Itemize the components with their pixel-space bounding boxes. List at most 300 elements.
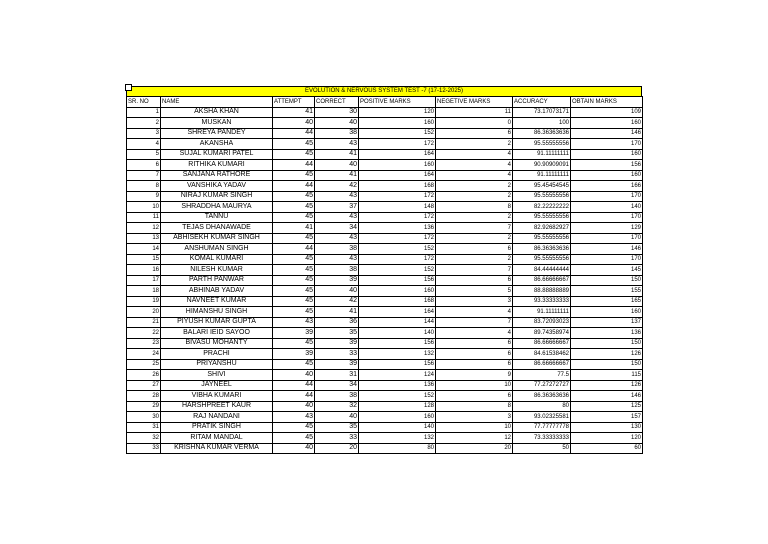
positive-marks-cell: 136 [359,380,436,391]
attempt-cell: 45 [273,191,315,202]
attempt-cell: 43 [273,317,315,328]
negative-marks-cell: 2 [436,181,513,192]
correct-cell: 40 [315,118,359,129]
name-cell: NIRAJ KUMAR SINGH [161,191,273,202]
obtain-marks-cell: 160 [571,170,643,181]
attempt-cell: 45 [273,286,315,297]
attempt-cell: 45 [273,275,315,286]
obtain-marks-cell: 146 [571,128,643,139]
attempt-cell: 45 [273,212,315,223]
sr-no-cell: 19 [127,296,161,307]
negative-marks-cell: 4 [436,170,513,181]
column-header: OBTAIN MARKS [571,97,643,108]
accuracy-cell: 91.11111111 [513,149,571,160]
negative-marks-cell: 8 [436,202,513,213]
table-row [127,254,643,265]
name-cell: HARSHPREET KAUR [161,401,273,412]
sr-no-cell: 12 [127,223,161,234]
negative-marks-cell: 6 [436,244,513,255]
column-header: ATTEMPT [273,97,315,108]
positive-marks-cell: 164 [359,307,436,318]
correct-cell: 34 [315,223,359,234]
obtain-marks-cell: 145 [571,265,643,276]
table-row [127,118,643,129]
attempt-cell: 45 [273,254,315,265]
correct-cell: 36 [315,317,359,328]
negative-marks-cell: 9 [436,370,513,381]
column-header: ACCURACY [513,97,571,108]
obtain-marks-cell: 129 [571,223,643,234]
table-row [127,265,643,276]
positive-marks-cell: 132 [359,349,436,360]
obtain-marks-cell: 130 [571,422,643,433]
attempt-cell: 44 [273,391,315,402]
name-cell: HIMANSHU SINGH [161,307,273,318]
correct-cell: 39 [315,275,359,286]
table-row [127,212,643,223]
positive-marks-cell: 172 [359,191,436,202]
accuracy-cell: 95.55555556 [513,139,571,150]
negative-marks-cell: 2 [436,233,513,244]
accuracy-cell: 90.90909091 [513,160,571,171]
positive-marks-cell: 152 [359,265,436,276]
table-row [127,128,643,139]
sr-no-cell: 8 [127,181,161,192]
accuracy-cell: 89.74358974 [513,328,571,339]
name-cell: SHIVI [161,370,273,381]
correct-cell: 33 [315,349,359,360]
obtain-marks-cell: 160 [571,307,643,318]
sr-no-cell: 21 [127,317,161,328]
name-cell: SANJANA RATHORE [161,170,273,181]
table-row [127,380,643,391]
obtain-marks-cell: 170 [571,254,643,265]
name-cell: NILESH KUMAR [161,265,273,276]
attempt-cell: 45 [273,338,315,349]
name-cell: ABHINAB YADAV [161,286,273,297]
sr-no-cell: 23 [127,338,161,349]
sr-no-cell: 22 [127,328,161,339]
table-row [127,359,643,370]
sr-no-cell: 9 [127,191,161,202]
sr-no-cell: 4 [127,139,161,150]
accuracy-cell: 93.02325581 [513,412,571,423]
table-body [127,107,643,454]
name-cell: BALARI IEID SAYOO [161,328,273,339]
negative-marks-cell: 12 [436,433,513,444]
column-header: NEGETIVE MARKS [436,97,513,108]
positive-marks-cell: 172 [359,139,436,150]
sr-no-cell: 13 [127,233,161,244]
obtain-marks-cell: 146 [571,244,643,255]
negative-marks-cell: 3 [436,296,513,307]
positive-marks-cell: 140 [359,328,436,339]
negative-marks-cell: 2 [436,139,513,150]
obtain-marks-cell: 126 [571,349,643,360]
accuracy-cell: 86.36363636 [513,391,571,402]
positive-marks-cell: 80 [359,443,436,454]
negative-marks-cell: 6 [436,338,513,349]
negative-marks-cell: 2 [436,212,513,223]
sr-no-cell: 1 [127,107,161,118]
positive-marks-cell: 156 [359,275,436,286]
negative-marks-cell: 11 [436,107,513,118]
negative-marks-cell: 6 [436,391,513,402]
obtain-marks-cell: 150 [571,275,643,286]
accuracy-cell: 77.77777778 [513,422,571,433]
attempt-cell: 40 [273,370,315,381]
attempt-cell: 45 [273,170,315,181]
negative-marks-cell: 2 [436,191,513,202]
sr-no-cell: 24 [127,349,161,360]
attempt-cell: 45 [273,139,315,150]
name-cell: JAYNEEL [161,380,273,391]
negative-marks-cell: 4 [436,328,513,339]
sr-no-cell: 11 [127,212,161,223]
correct-cell: 40 [315,286,359,297]
positive-marks-cell: 164 [359,170,436,181]
obtain-marks-cell: 150 [571,338,643,349]
positive-marks-cell: 152 [359,128,436,139]
negative-marks-cell: 6 [436,359,513,370]
name-cell: BIVASU MOHANTY [161,338,273,349]
table-row [127,286,643,297]
name-cell: ANSHUMAN SINGH [161,244,273,255]
negative-marks-cell: 4 [436,160,513,171]
table-row [127,149,643,160]
name-cell: NAVNEET KUMAR [161,296,273,307]
table-row [127,349,643,360]
correct-cell: 40 [315,160,359,171]
correct-cell: 41 [315,149,359,160]
attempt-cell: 45 [273,233,315,244]
table-row [127,202,643,213]
sr-no-cell: 2 [127,118,161,129]
accuracy-cell: 73.33333333 [513,433,571,444]
sr-no-cell: 28 [127,391,161,402]
accuracy-cell: 95.45454545 [513,181,571,192]
accuracy-cell: 93.33333333 [513,296,571,307]
obtain-marks-cell: 160 [571,149,643,160]
accuracy-cell: 84.44444444 [513,265,571,276]
positive-marks-cell: 172 [359,212,436,223]
accuracy-cell: 91.11111111 [513,170,571,181]
obtain-marks-cell: 170 [571,191,643,202]
name-cell: ABHISEKH KUMAR SINGH [161,233,273,244]
table-row [127,338,643,349]
attempt-cell: 45 [273,422,315,433]
attempt-cell: 44 [273,160,315,171]
name-cell: VIBHA KUMARI [161,391,273,402]
negative-marks-cell: 10 [436,422,513,433]
positive-marks-cell: 136 [359,223,436,234]
negative-marks-cell: 4 [436,307,513,318]
attempt-cell: 39 [273,349,315,360]
correct-cell: 43 [315,212,359,223]
name-cell: KOMAL KUMARI [161,254,273,265]
obtain-marks-cell: 160 [571,118,643,129]
negative-marks-cell: 6 [436,275,513,286]
name-cell: RITHIKA KUMARI [161,160,273,171]
header-row [127,97,643,108]
name-cell: TANNU [161,212,273,223]
correct-cell: 43 [315,233,359,244]
correct-cell: 38 [315,128,359,139]
positive-marks-cell: 172 [359,254,436,265]
table-row [127,244,643,255]
attempt-cell: 39 [273,328,315,339]
table-row [127,391,643,402]
obtain-marks-cell: 146 [571,391,643,402]
name-cell: AKSHA KHAN [161,107,273,118]
sr-no-cell: 20 [127,307,161,318]
sr-no-cell: 5 [127,149,161,160]
table-row [127,317,643,328]
table-row [127,401,643,412]
negative-marks-cell: 6 [436,128,513,139]
accuracy-cell: 77.27272727 [513,380,571,391]
obtain-marks-cell: 137 [571,317,643,328]
obtain-marks-cell: 170 [571,233,643,244]
table-row [127,139,643,150]
obtain-marks-cell: 115 [571,370,643,381]
obtain-marks-cell: 125 [571,401,643,412]
accuracy-cell: 95.55555556 [513,191,571,202]
correct-cell: 41 [315,307,359,318]
accuracy-cell: 82.22222222 [513,202,571,213]
accuracy-cell: 83.72093023 [513,317,571,328]
obtain-marks-cell: 150 [571,359,643,370]
accuracy-cell: 50 [513,443,571,454]
correct-cell: 38 [315,265,359,276]
attempt-cell: 44 [273,380,315,391]
correct-cell: 30 [315,107,359,118]
correct-cell: 20 [315,443,359,454]
sr-no-cell: 7 [127,170,161,181]
correct-cell: 42 [315,181,359,192]
name-cell: RITAM MANDAL [161,433,273,444]
obtain-marks-cell: 109 [571,107,643,118]
sr-no-cell: 3 [127,128,161,139]
positive-marks-cell: 160 [359,412,436,423]
attempt-cell: 45 [273,202,315,213]
positive-marks-cell: 160 [359,160,436,171]
negative-marks-cell: 3 [436,412,513,423]
name-cell: RAJ NANDANI [161,412,273,423]
obtain-marks-cell: 166 [571,181,643,192]
negative-marks-cell: 20 [436,443,513,454]
attempt-cell: 40 [273,401,315,412]
spreadsheet [126,86,642,454]
table-row [127,181,643,192]
column-header: NAME [161,97,273,108]
positive-marks-cell: 120 [359,107,436,118]
negative-marks-cell: 0 [436,118,513,129]
sr-no-cell: 31 [127,422,161,433]
positive-marks-cell: 160 [359,286,436,297]
obtain-marks-cell: 165 [571,296,643,307]
correct-cell: 31 [315,370,359,381]
attempt-cell: 43 [273,412,315,423]
positive-marks-cell: 156 [359,359,436,370]
column-header: SR. NO [127,97,161,108]
table-row [127,412,643,423]
table-row [127,433,643,444]
positive-marks-cell: 128 [359,401,436,412]
accuracy-cell: 73.17073171 [513,107,571,118]
sr-no-cell: 30 [127,412,161,423]
attempt-cell: 45 [273,359,315,370]
table-row [127,107,643,118]
sr-no-cell: 32 [127,433,161,444]
correct-cell: 38 [315,244,359,255]
negative-marks-cell: 7 [436,317,513,328]
sr-no-cell: 16 [127,265,161,276]
obtain-marks-cell: 170 [571,139,643,150]
positive-marks-cell: 140 [359,422,436,433]
table-row [127,296,643,307]
attempt-cell: 41 [273,223,315,234]
positive-marks-cell: 152 [359,244,436,255]
name-cell: PIYUSH KUMAR GUPTA [161,317,273,328]
name-cell: TEJAS DHANAWADE [161,223,273,234]
correct-cell: 43 [315,191,359,202]
positive-marks-cell: 132 [359,433,436,444]
positive-marks-cell: 148 [359,202,436,213]
name-cell: SHREYA PANDEY [161,128,273,139]
positive-marks-cell: 152 [359,391,436,402]
attempt-cell: 45 [273,433,315,444]
negative-marks-cell: 7 [436,265,513,276]
correct-cell: 42 [315,296,359,307]
positive-marks-cell: 144 [359,317,436,328]
accuracy-cell: 95.55555556 [513,212,571,223]
table-row [127,160,643,171]
name-cell: PRIYANSHU [161,359,273,370]
negative-marks-cell: 10 [436,380,513,391]
obtain-marks-cell: 156 [571,160,643,171]
name-cell: PRATIK SINGH [161,422,273,433]
obtain-marks-cell: 157 [571,412,643,423]
correct-cell: 41 [315,170,359,181]
correct-cell: 40 [315,412,359,423]
correct-cell: 35 [315,328,359,339]
name-cell: PARTH PANWAR [161,275,273,286]
correct-cell: 35 [315,422,359,433]
table-row [127,422,643,433]
table-row [127,443,643,454]
name-cell: SUJAL KUMARI PATEL [161,149,273,160]
correct-cell: 37 [315,202,359,213]
accuracy-cell: 88.88888889 [513,286,571,297]
correct-cell: 43 [315,139,359,150]
negative-marks-cell: 6 [436,349,513,360]
sr-no-cell: 14 [127,244,161,255]
sr-no-cell: 27 [127,380,161,391]
correct-cell: 39 [315,359,359,370]
sr-no-cell: 29 [127,401,161,412]
results-table [126,96,643,454]
positive-marks-cell: 164 [359,149,436,160]
accuracy-cell: 100 [513,118,571,129]
accuracy-cell: 86.36363636 [513,244,571,255]
positive-marks-cell: 124 [359,370,436,381]
sr-no-cell: 26 [127,370,161,381]
accuracy-cell: 77.5 [513,370,571,381]
attempt-cell: 45 [273,149,315,160]
negative-marks-cell: 8 [436,401,513,412]
correct-cell: 39 [315,338,359,349]
attempt-cell: 44 [273,128,315,139]
table-row [127,275,643,286]
column-header: POSITIVE MARKS [359,97,436,108]
name-cell: AKANSHA [161,139,273,150]
positive-marks-cell: 156 [359,338,436,349]
accuracy-cell: 86.36363636 [513,128,571,139]
correct-cell: 43 [315,254,359,265]
obtain-marks-cell: 155 [571,286,643,297]
name-cell: VANSHIKA YADAV [161,181,273,192]
name-cell: KRISHNA KUMAR VERMA [161,443,273,454]
positive-marks-cell: 172 [359,233,436,244]
accuracy-cell: 86.66666667 [513,275,571,286]
accuracy-cell: 86.66666667 [513,359,571,370]
negative-marks-cell: 4 [436,149,513,160]
negative-marks-cell: 2 [436,254,513,265]
table-row [127,370,643,381]
correct-cell: 33 [315,433,359,444]
obtain-marks-cell: 120 [571,433,643,444]
table-row [127,307,643,318]
sr-no-cell: 15 [127,254,161,265]
attempt-cell: 44 [273,181,315,192]
obtain-marks-cell: 126 [571,380,643,391]
accuracy-cell: 91.11111111 [513,307,571,318]
name-cell: SHRADDHA MAURYA [161,202,273,213]
attempt-cell: 45 [273,307,315,318]
sr-no-cell: 17 [127,275,161,286]
column-header: CORRECT [315,97,359,108]
accuracy-cell: 84.61538462 [513,349,571,360]
accuracy-cell: 86.66666667 [513,338,571,349]
negative-marks-cell: 7 [436,223,513,234]
sr-no-cell: 33 [127,443,161,454]
correct-cell: 38 [315,391,359,402]
sr-no-cell: 25 [127,359,161,370]
sheet-title: EVOLUTION & NERVOUS SYSTEM TEST -7 (17-12-2025) [126,86,642,96]
negative-marks-cell: 5 [436,286,513,297]
table-row [127,233,643,244]
obtain-marks-cell: 136 [571,328,643,339]
attempt-cell: 44 [273,244,315,255]
accuracy-cell: 95.55555556 [513,254,571,265]
obtain-marks-cell: 60 [571,443,643,454]
name-cell: PRACHI [161,349,273,360]
attempt-cell: 40 [273,443,315,454]
correct-cell: 32 [315,401,359,412]
attempt-cell: 41 [273,107,315,118]
attempt-cell: 40 [273,118,315,129]
attempt-cell: 45 [273,265,315,276]
accuracy-cell: 82.92682927 [513,223,571,234]
obtain-marks-cell: 140 [571,202,643,213]
table-row [127,191,643,202]
table-row [127,170,643,181]
table-row [127,223,643,234]
correct-cell: 34 [315,380,359,391]
name-cell: MUSKAN [161,118,273,129]
table-row [127,328,643,339]
